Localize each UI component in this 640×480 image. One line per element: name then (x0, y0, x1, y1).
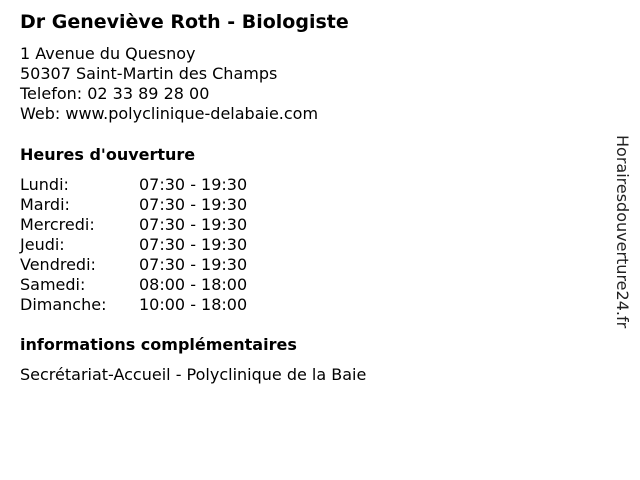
hours-row-thursday (20, 235, 247, 255)
address-block (20, 44, 318, 124)
hours-day: Jeudi: (20, 235, 65, 254)
hours-row-friday (20, 255, 247, 275)
hours-time: 07:30 - 19:30 (139, 195, 248, 214)
hours-row-tuesday (20, 195, 247, 215)
address-phone: Telefon: 02 33 89 28 00 (20, 84, 210, 103)
additional-info-text: Secrétariat-Accueil - Polyclinique de la Baie (20, 365, 367, 384)
hours-day: Mercredi: (20, 215, 95, 234)
hours-time: 10:00 - 18:00 (139, 295, 248, 314)
hours-time: 08:00 - 18:00 (139, 275, 248, 294)
hours-time: 07:30 - 19:30 (139, 215, 248, 234)
hours-time: 07:30 - 19:30 (139, 235, 248, 254)
page-title: Dr Geneviève Roth - Biologiste (20, 11, 349, 33)
site-watermark: Horairesdouverture24.fr (613, 135, 632, 329)
hours-time: 07:30 - 19:30 (139, 175, 248, 194)
opening-hours-heading: Heures d'ouverture (20, 145, 196, 164)
hours-time: 07:30 - 19:30 (139, 255, 248, 274)
hours-day: Vendredi: (20, 255, 96, 274)
additional-info-heading: informations complémentaires (20, 335, 297, 354)
opening-hours-table (20, 175, 247, 315)
hours-day: Mardi: (20, 195, 70, 214)
address-street: 1 Avenue du Quesnoy (20, 44, 196, 63)
address-city: 50307 Saint-Martin des Champs (20, 64, 278, 83)
address-web: Web: www.polyclinique-delabaie.com (20, 104, 319, 123)
hours-day: Samedi: (20, 275, 86, 294)
hours-row-monday (20, 175, 247, 195)
hours-row-sunday (20, 295, 247, 315)
hours-day: Dimanche: (20, 295, 107, 314)
hours-row-wednesday (20, 215, 247, 235)
hours-day: Lundi: (20, 175, 69, 194)
hours-row-saturday (20, 275, 247, 295)
